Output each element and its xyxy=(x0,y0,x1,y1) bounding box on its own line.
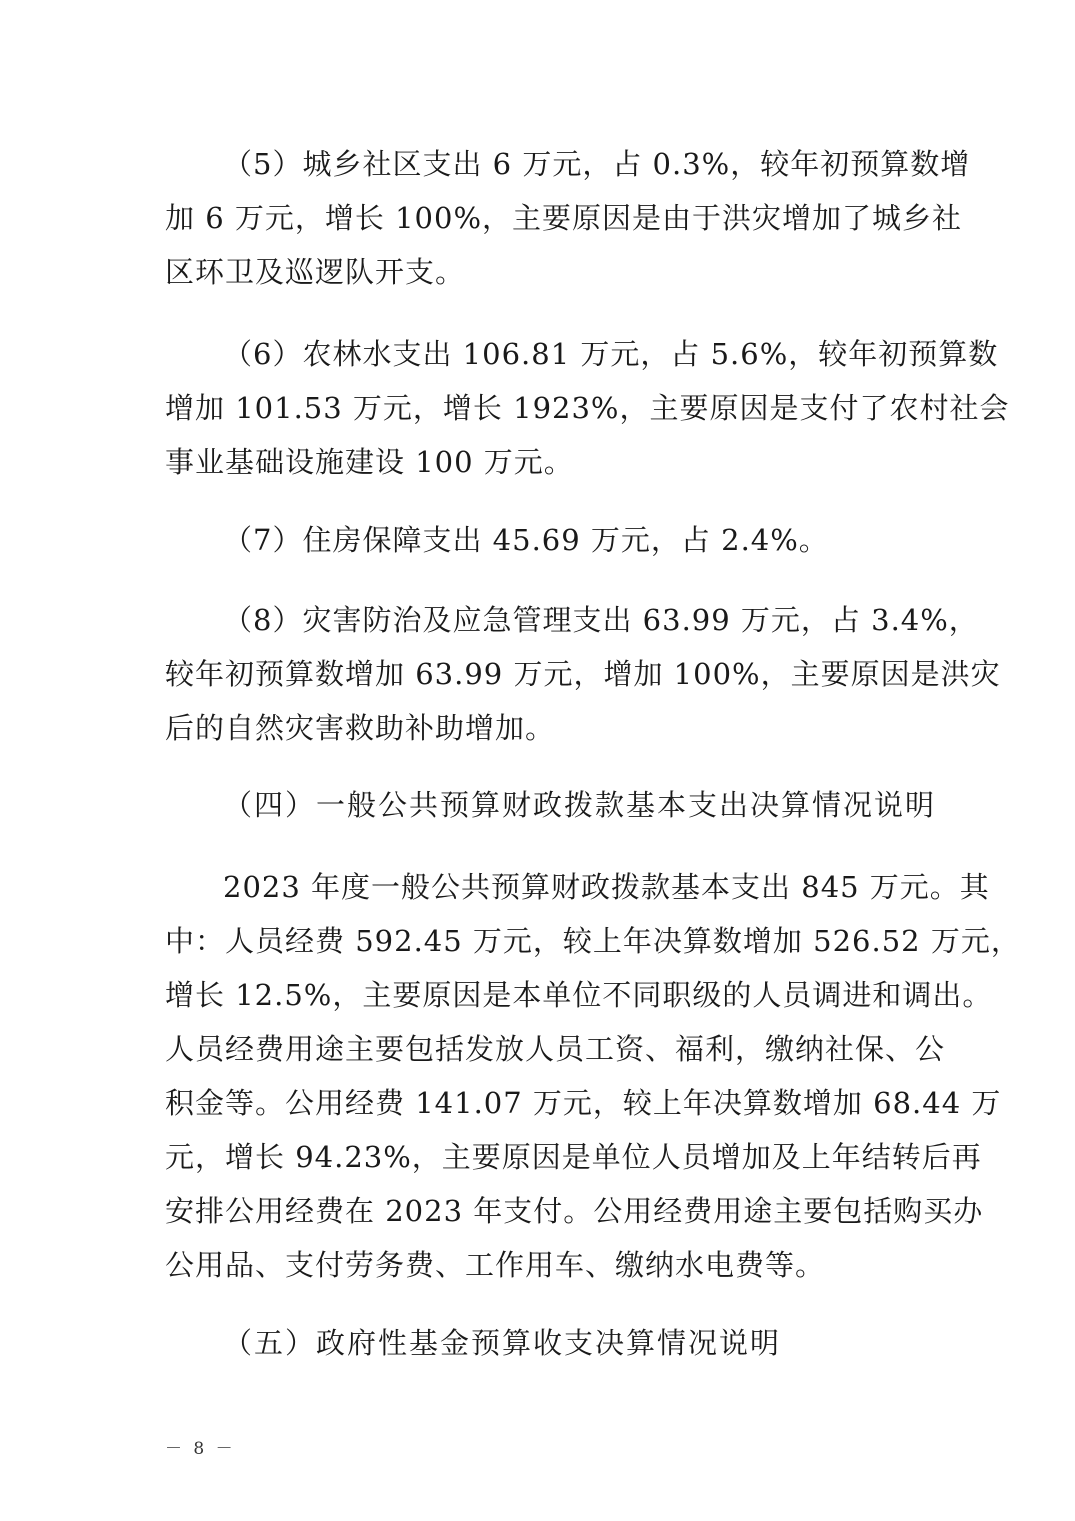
paragraph-line: 中：人员经费 592.45 万元，较上年决算数增加 526.52 万元， xyxy=(165,924,1021,958)
section-heading-basic-expenditure xyxy=(165,778,937,832)
paragraph-line: 区环卫及巡逻队开支。 xyxy=(165,255,466,289)
paragraph-line: （5）城乡社区支出 6 万元，占 0.3%，较年初预算数增 xyxy=(223,147,971,181)
paragraph-line: 人员经费用途主要包括发放人员工资、福利，缴纳社保、公 xyxy=(165,1032,946,1066)
paragraph-line: 较年初预算数增加 63.99 万元，增加 100%，主要原因是洪灾 xyxy=(165,657,1001,691)
heading-line: （四）一般公共预算财政拨款基本支出决算情况说明 xyxy=(223,788,937,822)
paragraph-line: 元，增长 94.23%，主要原因是单位人员增加及上年结转后再 xyxy=(165,1140,982,1174)
paragraph-urban-rural-community xyxy=(165,137,971,299)
paragraph-line: 加 6 万元，增长 100%，主要原因是由于洪灾增加了城乡社 xyxy=(165,201,963,235)
paragraph-line: （6）农林水支出 106.81 万元，占 5.6%，较年初预算数 xyxy=(223,337,999,371)
paragraph-line: （7）住房保障支出 45.69 万元，占 2.4%。 xyxy=(223,523,829,557)
section-heading-government-fund xyxy=(165,1316,917,1370)
paragraph-line: 后的自然灾害救助补助增加。 xyxy=(165,711,556,745)
paragraph-line: （8）灾害防治及应急管理支出 63.99 万元，占 3.4%， xyxy=(223,603,979,637)
paragraph-basic-expenditure-detail xyxy=(165,860,1021,1292)
paragraph-housing-security xyxy=(165,513,917,567)
paragraph-line: 2023 年度一般公共预算财政拨款基本支出 845 万元。其 xyxy=(223,870,990,904)
page-number: － 8 － xyxy=(165,1439,236,1459)
paragraph-disaster-prevention xyxy=(165,593,1001,755)
heading-line: （五）政府性基金预算收支决算情况说明 xyxy=(223,1326,782,1360)
paragraph-line: 安排公用经费在 2023 年支付。公用经费用途主要包括购买办 xyxy=(165,1194,984,1228)
paragraph-agriculture-forestry-water xyxy=(165,327,1010,489)
paragraph-line: 积金等。公用经费 141.07 万元，较上年决算数增加 68.44 万 xyxy=(165,1086,1002,1120)
paragraph-line: 公用品、支付劳务费、工作用车、缴纳水电费等。 xyxy=(165,1248,826,1282)
paragraph-line: 增长 12.5%，主要原因是本单位不同职级的人员调进和调出。 xyxy=(165,978,993,1012)
paragraph-line: 事业基础设施建设 100 万元。 xyxy=(165,445,574,479)
paragraph-line: 增加 101.53 万元，增长 1923%，主要原因是支付了农村社会 xyxy=(165,391,1010,425)
